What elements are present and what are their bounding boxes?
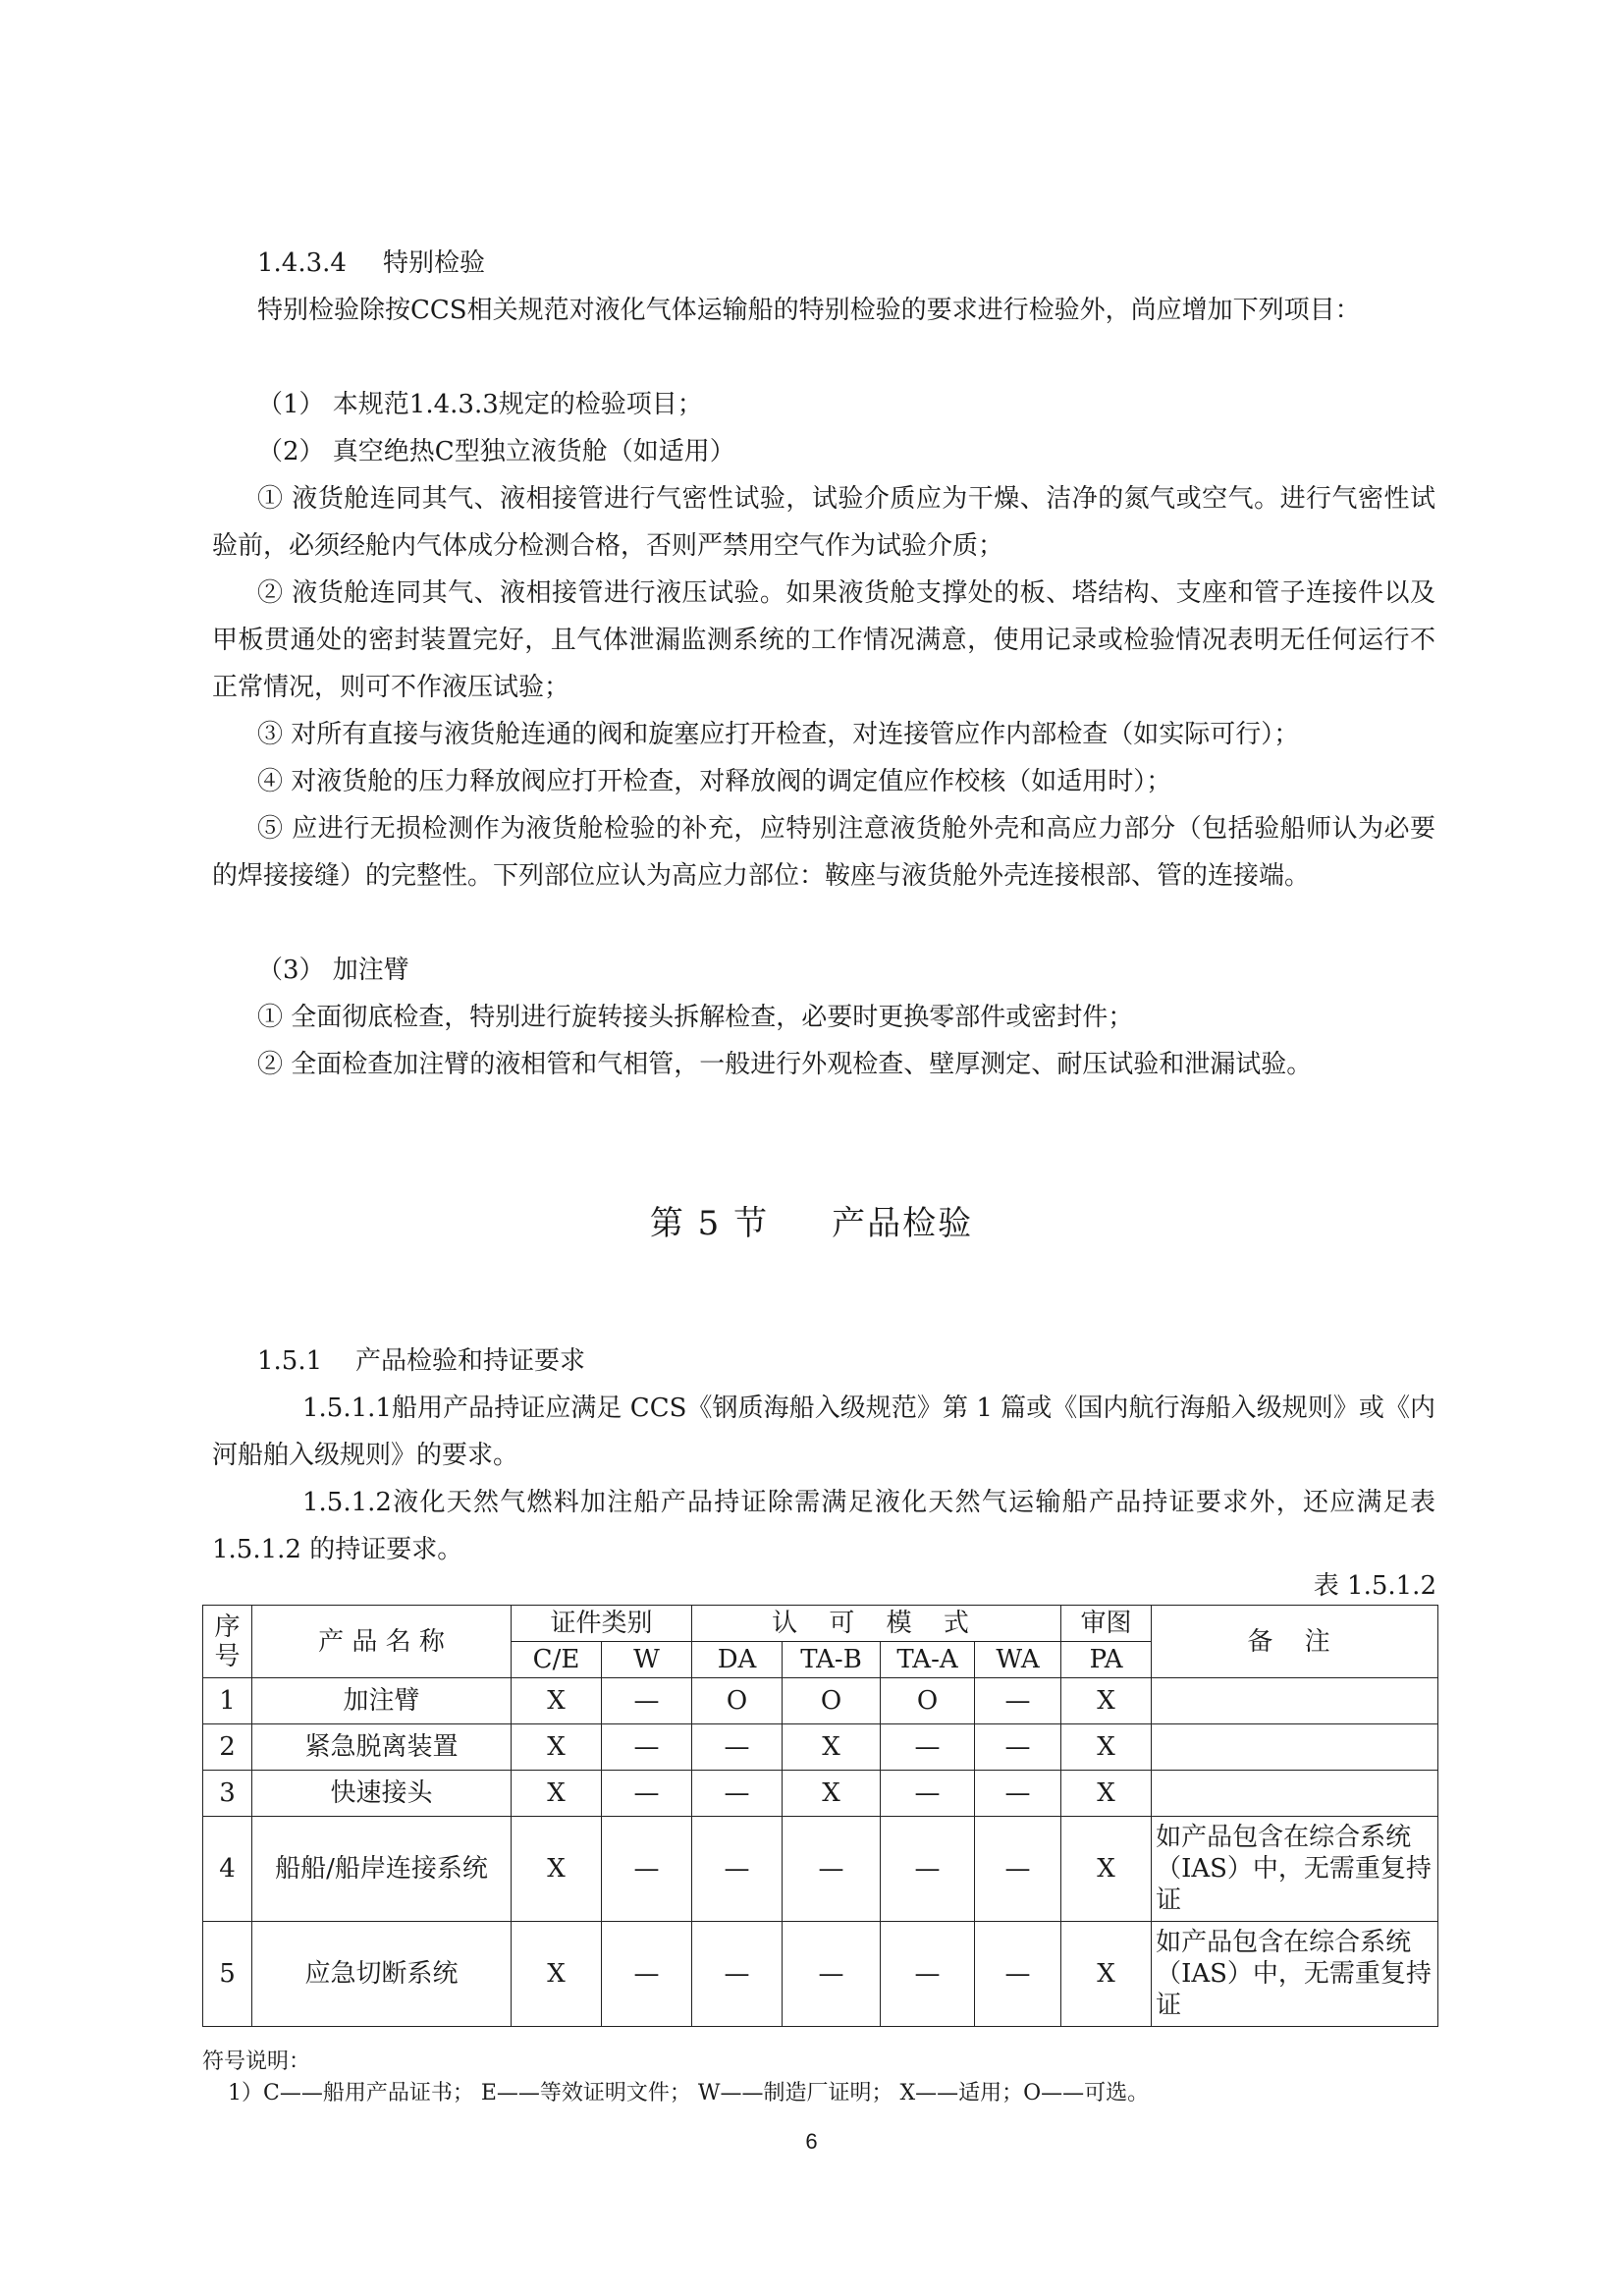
cell: — — [692, 1922, 783, 2027]
legend-title: 符号说明： — [202, 2050, 311, 2074]
cell-remark — [1152, 1678, 1438, 1724]
header-col: DA — [692, 1642, 783, 1678]
heading-number: 1.5.1 — [257, 1346, 323, 1376]
certification-table — [202, 1605, 1438, 2027]
header-col: TA-A — [881, 1642, 975, 1678]
header-seq: 序号 — [203, 1606, 252, 1678]
table-row — [203, 1724, 1438, 1771]
paragraph-number: 1.5.1.2 — [302, 1488, 392, 1517]
subsection-heading-1434 — [257, 240, 1435, 287]
cell: — — [602, 1922, 692, 2027]
cell: X — [1061, 1817, 1152, 1922]
cell: — — [975, 1771, 1061, 1817]
header-remark: 备 注 — [1152, 1606, 1438, 1678]
table-row — [203, 1922, 1438, 2027]
cell: — — [783, 1922, 881, 2027]
header-col: WA — [975, 1642, 1061, 1678]
cell-remark: 如产品包含在综合系统（IAS）中，无需重复持证 — [1152, 1817, 1438, 1922]
cell-remark: 如产品包含在综合系统（IAS）中，无需重复持证 — [1152, 1922, 1438, 2027]
heading-title: 特别检验 — [383, 248, 486, 278]
header-cert-group: 证件类别 — [512, 1606, 692, 1642]
list-item-2-sub-1: ① 液货舱连同其气、液相接管进行气密性试验，试验介质应为干燥、洁净的氮气或空气。进行气密性试验前，必须经舱内气体成分检测合格，否则严禁用空气作为试验介质； — [212, 484, 1435, 561]
cell: — — [692, 1817, 783, 1922]
cell: — — [602, 1678, 692, 1724]
paragraph-1512 — [212, 1479, 1435, 1573]
cell: X — [783, 1771, 881, 1817]
cell: X — [512, 1724, 602, 1771]
cell: — — [881, 1817, 975, 1922]
list-item-3-sub-1: ① 全面彻底检查，特别进行旋转接头拆解检查，必要时更换零部件或密封件； — [257, 1003, 1134, 1032]
cell: X — [1061, 1922, 1152, 2027]
cell: — — [692, 1724, 783, 1771]
cell-seq: 3 — [203, 1771, 252, 1817]
cell-name: 紧急脱离装置 — [252, 1724, 512, 1771]
paragraph-1511 — [212, 1385, 1435, 1479]
cell: — — [975, 1817, 1061, 1922]
cell-name: 船船/船岸连接系统 — [252, 1817, 512, 1922]
table-header-row-1 — [203, 1606, 1438, 1642]
table-caption: 表 1.5.1.2 — [1313, 1571, 1436, 1601]
list-item-2-sub-5: ⑤ 应进行无损检测作为液货舱检验的补充，应特别注意液货舱外壳和高应力部分（包括验船师认为必要的焊接接缝）的完整性。下列部位应认为高应力部位：鞍座与液货舱外壳连接根部、管的连接端。 — [212, 814, 1435, 891]
list-item-2: （2） 真空绝热C型独立液货舱（如适用） — [257, 437, 735, 466]
header-col: PA — [1061, 1642, 1152, 1678]
header-approval-group: 认 可 模 式 — [692, 1606, 1061, 1642]
cell: O — [692, 1678, 783, 1724]
cell: X — [1061, 1771, 1152, 1817]
list-item-3-sub-2: ② 全面检查加注臂的液相管和气相管，一般进行外观检查、壁厚测定、耐压试验和泄漏试验。 — [257, 1050, 1313, 1079]
cell: — — [602, 1724, 692, 1771]
cell: X — [512, 1678, 602, 1724]
cell-name: 快速接头 — [252, 1771, 512, 1817]
cell-seq: 1 — [203, 1678, 252, 1724]
list-item-1: （1） 本规范1.4.3.3规定的检验项目； — [257, 390, 703, 419]
cell: X — [512, 1771, 602, 1817]
heading-number: 1.4.3.4 — [257, 248, 347, 278]
header-col: C/E — [512, 1642, 602, 1678]
intro-paragraph: 特别检验除按CCS相关规范对液化气体运输船的特别检验的要求进行检验外，尚应增加下列项目： — [257, 296, 1361, 325]
cell-seq: 2 — [203, 1724, 252, 1771]
cell: — — [975, 1922, 1061, 2027]
legend-line: 1）C——船用产品证书； E——等效证明文件； W——制造厂证明； X——适用；O——可选。 — [228, 2081, 1150, 2105]
header-review-group: 审图 — [1061, 1606, 1152, 1642]
section-label: 第 5 节 — [649, 1204, 770, 1243]
cell: X — [1061, 1724, 1152, 1771]
table-row — [203, 1678, 1438, 1724]
heading-title: 产品检验和持证要求 — [355, 1346, 586, 1376]
cell: X — [512, 1922, 602, 2027]
paragraph-number: 1.5.1.1 — [302, 1394, 392, 1423]
cell-name: 应急切断系统 — [252, 1922, 512, 2027]
header-name: 产 品 名 称 — [252, 1606, 512, 1678]
list-item-3: （3） 加注臂 — [257, 956, 409, 985]
cell: — — [881, 1724, 975, 1771]
cell: X — [1061, 1678, 1152, 1724]
header-col: TA-B — [783, 1642, 881, 1678]
cell: — — [783, 1817, 881, 1922]
list-item-2-sub-3: ③ 对所有直接与液货舱连通的阀和旋塞应打开检查，对连接管应作内部检查（如实际可行）； — [257, 720, 1300, 749]
cell: — — [881, 1771, 975, 1817]
table-row — [203, 1817, 1438, 1922]
section-name: 产品检验 — [832, 1204, 974, 1243]
cell: — — [881, 1922, 975, 2027]
cell: O — [783, 1678, 881, 1724]
paragraph-text: 船用产品持证应满足 CCS《钢质海船入级规范》第 1 篇或《国内航行海船入级规则》或《内河船舶入级规则》的要求。 — [212, 1394, 1435, 1470]
cell-seq: 4 — [203, 1817, 252, 1922]
header-col: W — [602, 1642, 692, 1678]
list-item-2-sub-4: ④ 对液货舱的压力释放阀应打开检查，对释放阀的调定值应作校核（如适用时）； — [257, 767, 1172, 796]
cell: O — [881, 1678, 975, 1724]
cell-remark — [1152, 1771, 1438, 1817]
list-item-2-sub-2: ② 液货舱连同其气、液相接管进行液压试验。如果液货舱支撑处的板、塔结构、支座和管子连接件以及甲板贯通处的密封装置完好，且气体泄漏监测系统的工作情况满意，使用记录或检验情况表明无任何运行不正常情况，则可不作液压试验； — [212, 578, 1435, 702]
page-number: 6 — [805, 2129, 818, 2154]
cell: X — [783, 1724, 881, 1771]
subsection-heading-151 — [257, 1338, 1435, 1385]
cell: — — [602, 1817, 692, 1922]
table-row — [203, 1771, 1438, 1817]
cell-remark — [1152, 1724, 1438, 1771]
cell-name: 加注臂 — [252, 1678, 512, 1724]
paragraph-text: 液化天然气燃料加注船产品持证除需满足液化天然气运输船产品持证要求外，还应满足表 1.5.1.2 的持证要求。 — [212, 1488, 1435, 1564]
section-title — [0, 1196, 1623, 1244]
cell: — — [692, 1771, 783, 1817]
cell: X — [512, 1817, 602, 1922]
cell: — — [975, 1678, 1061, 1724]
cell: — — [602, 1771, 692, 1817]
cell: — — [975, 1724, 1061, 1771]
cell-seq: 5 — [203, 1922, 252, 2027]
